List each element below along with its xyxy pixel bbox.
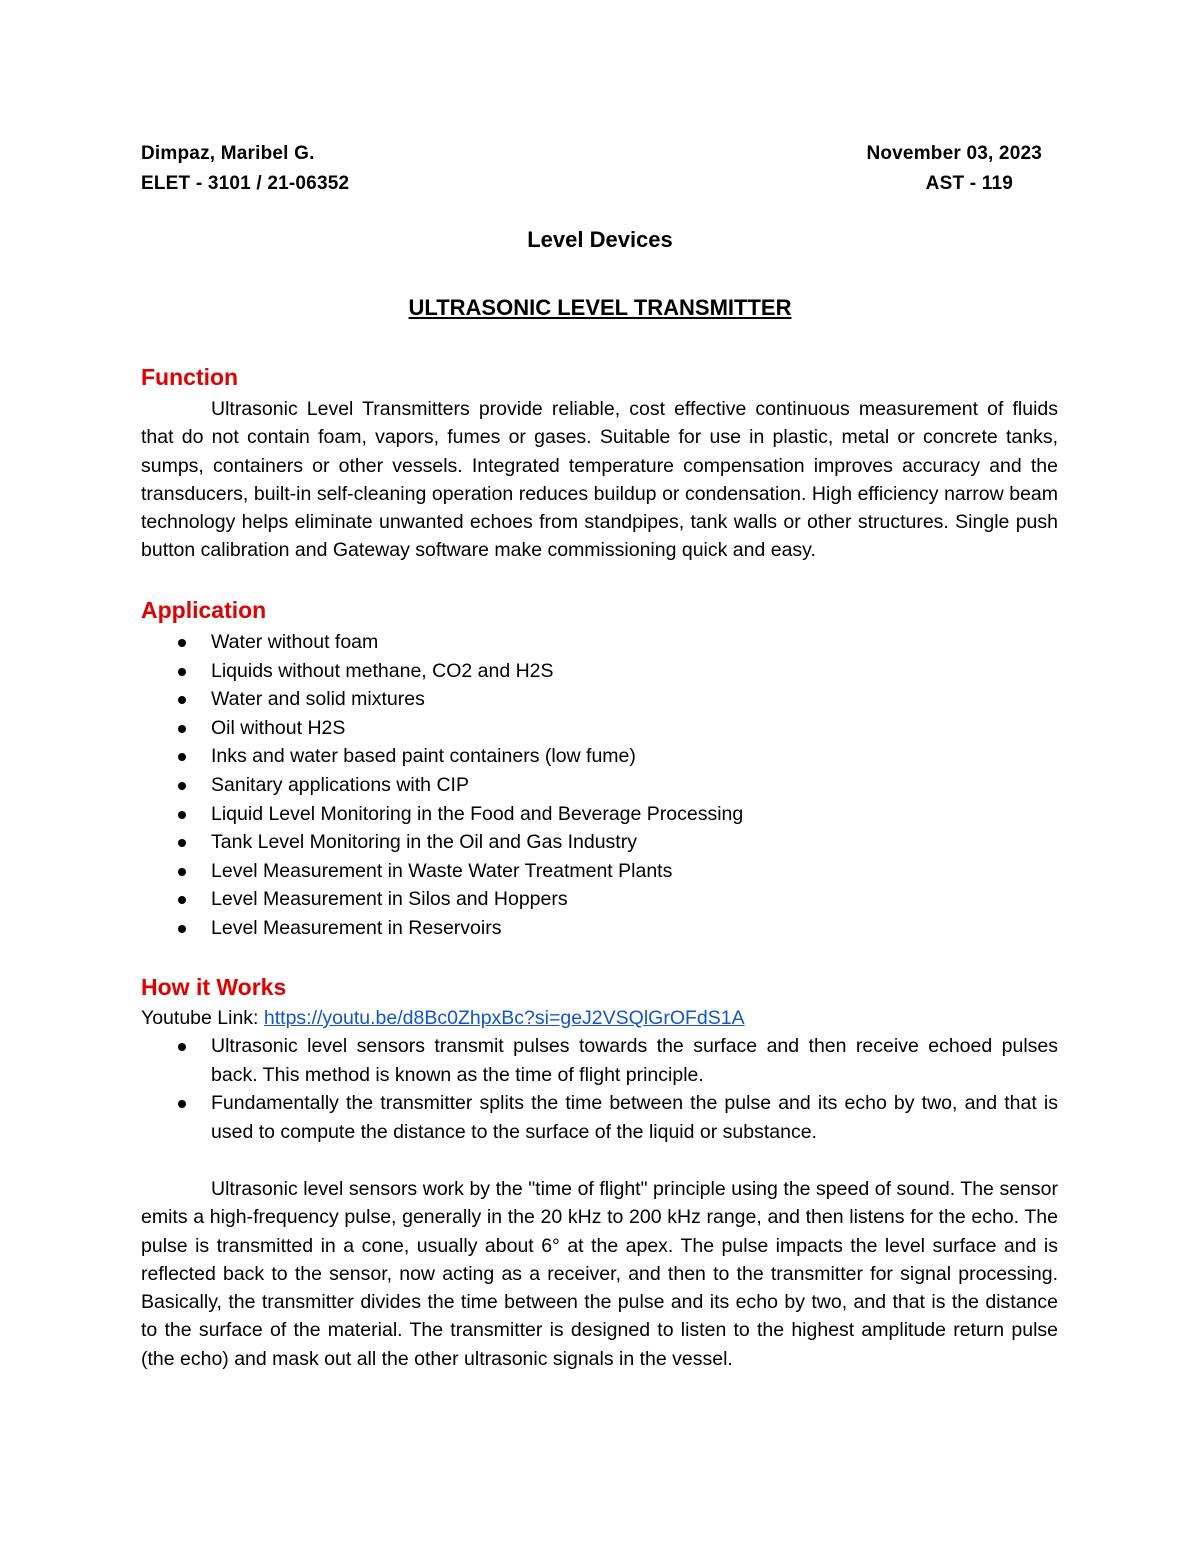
application-list-item	[141, 771, 1058, 800]
function-paragraph	[141, 395, 1058, 565]
application-list-item-text: Liquid Level Monitoring in the Food and Beverage Processing	[211, 802, 744, 825]
function-heading: Function	[141, 364, 239, 390]
document-title: Level Devices	[527, 227, 673, 252]
application-list-item-text: Liquids without methane, CO2 and H2S	[211, 659, 554, 682]
bullet-icon	[178, 668, 186, 676]
how-it-works-list-item	[141, 1032, 1058, 1089]
application-list-item-text: Sanitary applications with CIP	[211, 773, 469, 796]
application-list-item-text: Tank Level Monitoring in the Oil and Gas Industry	[211, 831, 637, 854]
bullet-icon	[178, 782, 186, 790]
how-it-works-list-item-text: Ultrasonic level sensors transmit pulses towards the surface and then receive echoed pulses back. This method is known as the time of flight principle.	[211, 1035, 1058, 1086]
bullet-icon	[178, 811, 186, 819]
application-list-item-text: Level Measurement in Silos and Hoppers	[211, 888, 568, 911]
application-heading: Application	[141, 597, 267, 623]
bullet-icon	[178, 1100, 186, 1108]
application-list-item-text: Level Measurement in Waste Water Treatment Plants	[211, 859, 673, 882]
application-list-item	[141, 857, 1058, 886]
application-list-item	[141, 628, 1058, 657]
how-it-works-text: Ultrasonic level sensors work by the "time of flight" principle using the speed of sound. The sensor emits a high-frequency pulse, generally in the 20 kHz to 200 kHz range, and then listens for the echo. The pulse is transmitted in a cone, usually about 6° at the apex. The pulse impacts the level surface and is reflected back to the sensor, now acting as a receiver, and then to the transmitter for signal processing. Basically, the transmitter divides the time between the pulse and its echo by two, and that is the distance to the surface of the material. The transmitter is designed to listen to the highest amplitude return pulse (the echo) and mask out all the other ultrasonic signals in the vessel.	[141, 1178, 1058, 1370]
application-list-item	[141, 885, 1058, 914]
how-it-works-heading: How it Works	[141, 974, 287, 1000]
application-list-item	[141, 914, 1058, 943]
bullet-icon	[178, 753, 186, 761]
application-list-item	[141, 657, 1058, 686]
application-list-item	[141, 800, 1058, 829]
bullet-icon	[178, 839, 186, 847]
application-list-item	[141, 742, 1058, 771]
document-subtitle: ULTRASONIC LEVEL TRANSMITTER	[408, 295, 792, 320]
course-code: ELET - 3101 / 21-06352	[141, 173, 350, 194]
bullet-icon	[178, 696, 186, 704]
how-it-works-list	[141, 1032, 1058, 1146]
application-list-item-text: Water and solid mixtures	[211, 688, 425, 711]
how-it-works-list-item-text: Fundamentally the transmitter splits the time between the pulse and its echo by two, and that is used to compute the distance to the surface of the liquid or substance.	[211, 1092, 1058, 1143]
bullet-icon	[178, 925, 186, 933]
how-it-works-list-item	[141, 1089, 1058, 1146]
how-it-works-paragraph	[141, 1175, 1058, 1373]
bullet-icon	[178, 868, 186, 876]
bullet-icon	[178, 1043, 186, 1051]
student-name: Dimpaz, Maribel G.	[141, 143, 315, 164]
bullet-icon	[178, 639, 186, 647]
application-list	[141, 628, 1058, 943]
application-list-item-text: Oil without H2S	[211, 716, 346, 739]
room-code: AST - 119	[925, 173, 1013, 194]
bullet-icon	[178, 725, 186, 733]
youtube-line	[141, 1004, 745, 1032]
application-list-item	[141, 714, 1058, 743]
application-list-item-text: Water without foam	[211, 631, 379, 653]
submission-date: November 03, 2023	[866, 143, 1042, 164]
youtube-link[interactable]: https://youtu.be/d8Bc0ZhpxBc?si=geJ2VSQlGrOFdS1A	[263, 1007, 745, 1029]
application-list-item-text: Level Measurement in Reservoirs	[211, 916, 502, 939]
function-text: Ultrasonic Level Transmitters provide reliable, cost effective continuous measurement of fluids that do not contain foam, vapors, fumes or gases. Suitable for use in plastic, metal or concrete tanks, sumps, containers or other vessels. Integrated temperature compensation improves accuracy and the transducers, built-in self-cleaning operation reduces buildup or condensation. High efficiency narrow beam technology helps eliminate unwanted echoes from standpipes, tank walls or other structures. Single push button calibration and Gateway software make commissioning quick and easy.	[141, 398, 1058, 562]
application-list-item	[141, 828, 1058, 857]
application-list-item	[141, 685, 1058, 714]
bullet-icon	[178, 896, 186, 904]
application-list-item-text: Inks and water based paint containers (low fume)	[211, 745, 636, 768]
youtube-label: Youtube Link:	[141, 1007, 259, 1029]
